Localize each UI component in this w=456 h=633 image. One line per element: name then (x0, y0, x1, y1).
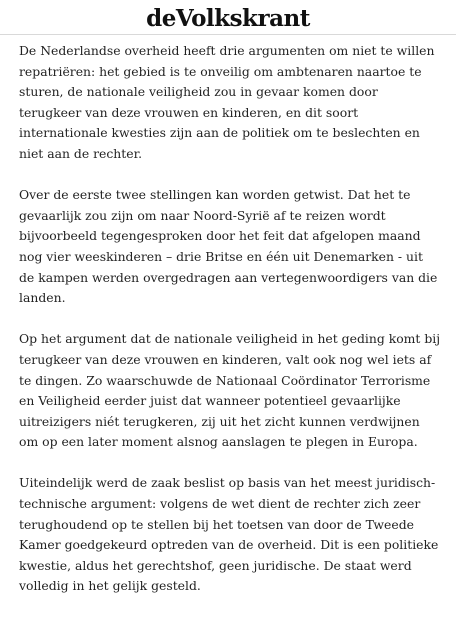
masthead (0, 0, 456, 35)
newspaper-logo[interactable]: deVolkskrant (146, 4, 310, 32)
article-paragraph-1: De Nederlandse overheid heeft drie argumenten om niet te willen repatriëren: het gebied is te onveilig om ambtenaren naartoe te sturen, de nationale veiligheid zou in gevaar komen door terugkeer van deze vrouwen en kinderen, en dit soort internationale kwesties zijn aan de politiek om te beslechten en niet aan de rechter. (19, 43, 435, 161)
article-paragraph-2: Over de eerste twee stellingen kan worden getwist. Dat het te gevaarlijk zou zijn om naar Noord-Syrië af te reizen wordt bijvoorbeeld tegengesproken door het feit dat afgelopen maand nog vier weeskinderen – drie Britse en één uit Denemarken - uit de kampen werden overgedragen aan vertegenwoordigers van die landen. (19, 187, 438, 306)
article-paragraph-3: Op het argument dat de nationale veiligheid in het geding komt bij terugkeer van deze vrouwen en kinderen, valt ook nog wel iets af te dingen. Zo waarschuwde de Nationaal Coördinator Terrorisme en Veiligheid eerder juist dat wanneer potentieel gevaarlijke uitreizigers niét terugkeren, zij uit het zicht kunnen verdwijnen om op een later moment alsnog aanslagen te plegen in Europa. (19, 331, 441, 450)
bottom-fade (0, 619, 456, 633)
article-body (0, 35, 456, 597)
article-paragraph-4: Uiteindelijk werd de zaak beslist op basis van het meest juridisch-technische argument: volgens de wet dient de rechter zich zeer terughoudend op te stellen bij het toetsen van door de Tweede Kamer goedgekeurd optreden van de overheid. Dit is een politieke kwestie, aldus het gerechtshof, geen juridische. De staat werd volledig in het gelijk gesteld. (19, 475, 439, 594)
